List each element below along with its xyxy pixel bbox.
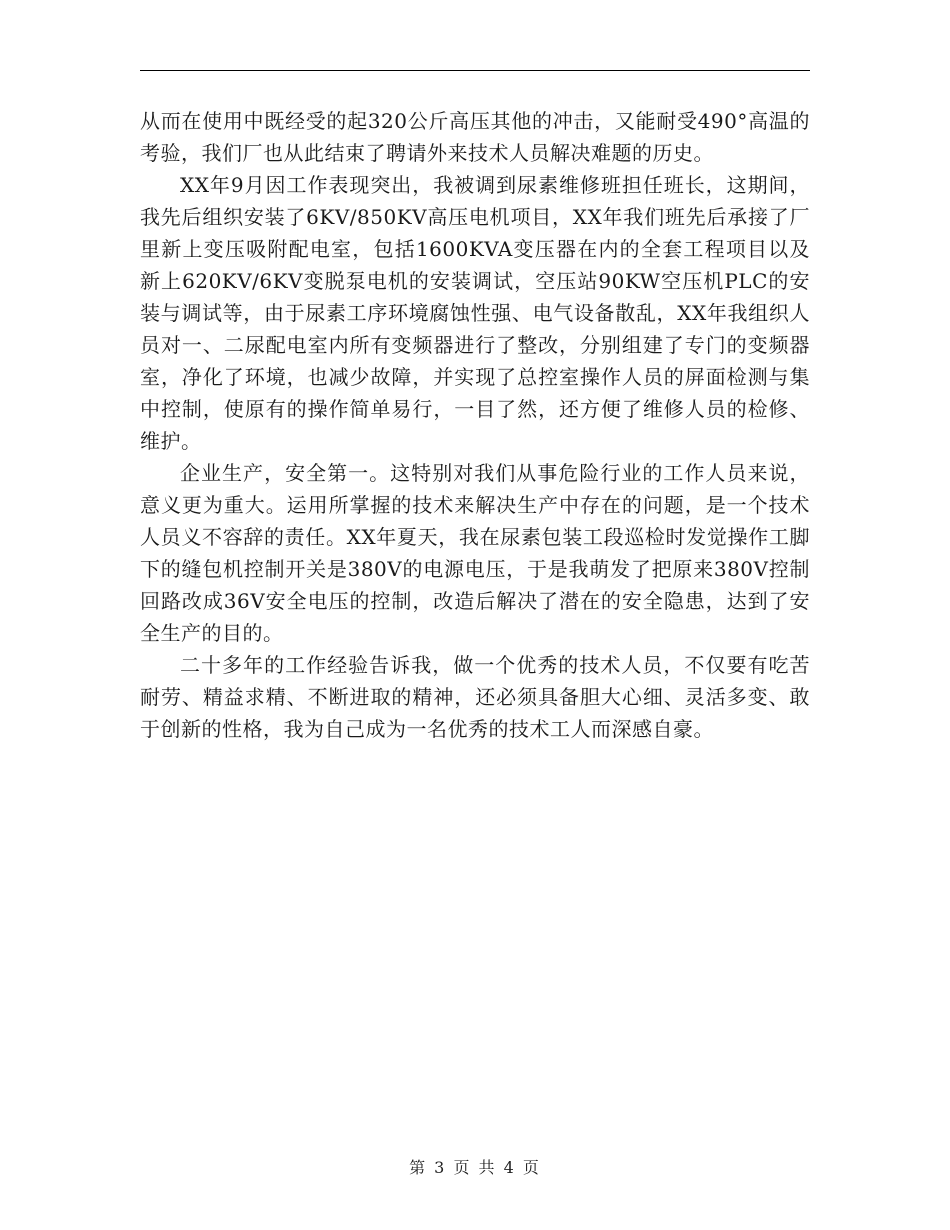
paragraph-1: 从而在使用中既经受的起320公斤高压其他的冲击，又能耐受490°高温的考验，我们厂也从此结束了聘请外来技术人员解决难题的历史。: [140, 109, 810, 165]
document-body: [140, 105, 810, 745]
paragraph-2: XX年9月因工作表现突出，我被调到尿素维修班担任班长，这期间，我先后组织安装了6KV/850KV高压电机项目，XX年我们班先后承接了厂里新上变压吸附配电室，包括1600KVA变压器在内的全套工程项目以及新上620KV/6KV变脱泵电机的安装调试，空压站90KW空压机PLC的安装与调试等，由于尿素工序环境腐蚀性强、电气设备散乱，XX年我组织人员对一、二尿配电室内所有变频器进行了整改，分别组建了专门的变频器室，净化了环境，也减少故障，并实现了总控室操作人员的屏面检测与集中控制，使原有的操作简单易行，一目了然，还方便了维修人员的检修、维护。: [140, 173, 810, 453]
page-number-footer: 第 3 页 共 4 页: [409, 1158, 541, 1177]
paragraph-4: 二十多年的工作经验告诉我，做一个优秀的技术人员，不仅要有吃苦耐劳、精益求精、不断进取的精神，还必须具备胆大心细、灵活多变、敢于创新的性格，我为自己成为一名优秀的技术工人而深感自豪。: [140, 653, 810, 741]
paragraph-3: 企业生产，安全第一。这特别对我们从事危险行业的工作人员来说，意义更为重大。运用所掌握的技术来解决生产中存在的问题，是一个技术人员义不容辞的责任。XX年夏天，我在尿素包装工段巡检时发觉操作工脚下的缝包机控制开关是380V的电源电压，于是我萌发了把原来380V控制回路改成36V安全电压的控制，改造后解决了潜在的安全隐患，达到了安全生产的目的。: [140, 461, 810, 645]
header-rule: [140, 70, 810, 71]
